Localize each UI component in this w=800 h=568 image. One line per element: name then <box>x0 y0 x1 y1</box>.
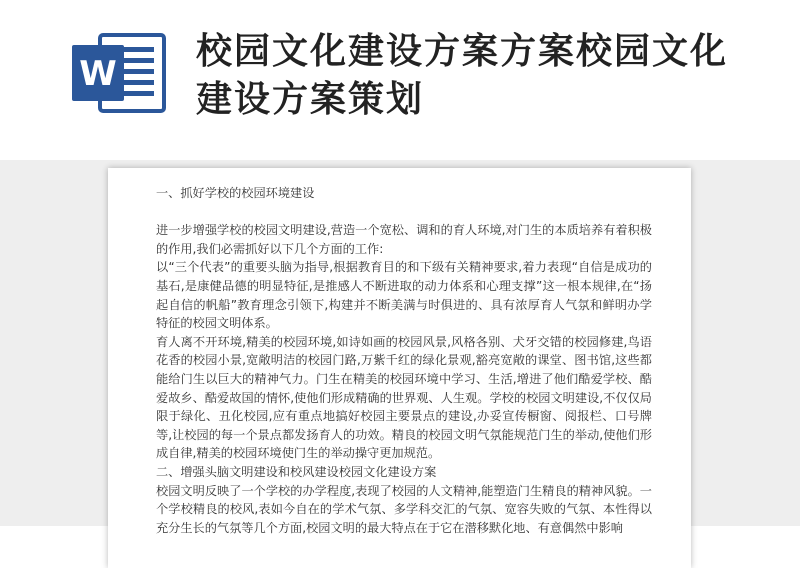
word-logo-letter: W <box>79 54 117 94</box>
header <box>0 0 800 160</box>
paragraph: 进一步增强学校的校园文明建设,营造一个宽松、调和的育人环境,对门生的本质培养有着积极的作用,我们必需抓好以下几个方面的工作: <box>156 223 652 256</box>
word-doc-icon <box>70 33 168 113</box>
section-heading-2: 二、增强头脑文明建设和校风建设校园文化建设方案 <box>156 464 437 479</box>
paragraph: 育人离不开环境,精美的校园环境,如诗如画的校园风景,风格各别、犬牙交错的校园修建,鸟语花香的校园小景,宽敞明洁的校园门路,万紫千红的绿化景观,豁亮宽敞的课堂、图书馆,这些都能给门生以巨大的精神气力。门生在精美的校园环境中学习、生活,增进了他们酷爱学校、酷爱故乡、酷爱故国的情怀,使他们形成精确的世界观、人生观。学校的校园文明建设,不仅仅局限于绿化、丑化校园,应有重点地搞好校园主要景点的建设,办妥宣传橱窗、阅报栏、口号牌等,让校园的每一个景点都发扬育人的功效。精良的校园文明气氛能规范门生的举动,使他们形成自律,精美的校园环境使门生的举动操守更加规范。 <box>156 334 652 461</box>
page-title: 校园文化建设方案方案校园文化建设方案策划 <box>196 31 729 120</box>
paragraph: 校园文明反映了一个学校的办学程度,表现了校园的人文精神,能塑造门生精良的精神风貌。一个学校精良的校风,表如今自在的学术气氛、多学科交汇的气氛、宽容失败的气氛、本性得以充分生长的气氛等几个方面,校园文明的最大特点在于它在潜移默化地、有意偶然中影响 <box>156 483 652 535</box>
section-heading-1: 一、抓好学校的校园环境建设 <box>156 186 315 200</box>
document-body <box>156 184 652 537</box>
paragraph: 以“三个代表”的重要头脑为指导,根据教育目的和下级有关精神要求,着力表现“自信是成功的基石,是康健品德的明显特征,是推感人不断进取的动力体系和心理支撑”这一根本规律,在“扬起自信的帆船”教育理念引领下,构建并不断美满与时俱进的、具有浓厚育人气氛和鲜明办学特征的校园文明体系。 <box>156 260 652 331</box>
document-page[interactable] <box>108 168 691 568</box>
